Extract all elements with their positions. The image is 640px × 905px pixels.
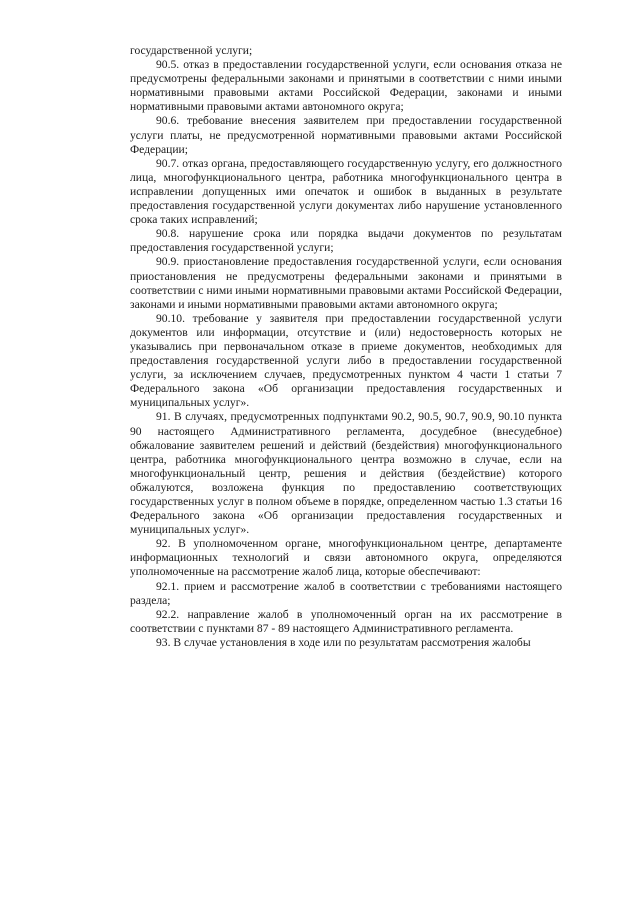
paragraph-continuation: государственной услуги; [130, 44, 253, 57]
paragraph-92-1: 92.1. прием и рассмотрение жалоб в соответствии с требованиями настоящего раздела; [130, 579, 562, 607]
paragraph-90-10: 90.10. требование у заявителя при предоставлении государственной услуги документов или информации, отсутствие и (или) недостоверность которых не указывались при первоначальном отказе в приеме документов, необходимых для предоставления государственной услуги либо в предоставлении государственной услуги, за исключением случаев, предусмотренных пунктом 4 части 1 статьи 7 Федерального закона «Об организации предоставления государственных и муниципальных услуг». [130, 311, 562, 410]
paragraph-90-9: 90.9. приостановление предоставления государственной услуги, если основания приостановления не предусмотрены федеральными законами и принятыми в соответствии с ними иными нормативными правовыми актами Российской Федерации, законами и иными нормативными правовыми актами автономного округа; [130, 255, 562, 311]
paragraph-92: 92. В уполномоченном органе, многофункциональном центре, департаменте информационных технологий и связи автономного округа, определяются уполномоченные на рассмотрение жалоб лица, которые обеспечивают: [130, 537, 562, 579]
paragraph-93: 93. В случае установления в ходе или по результатам рассмотрения жалобы [156, 635, 531, 649]
paragraph-90-6: 90.6. требование внесения заявителем при предоставлении государственной услуги платы, не предусмотренной нормативными правовыми актами Российской Федерации; [130, 114, 562, 156]
paragraph-90-7: 90.7. отказ органа, предоставляющего государственную услугу, его должностного лица, многофункционального центра, работника многофункционального центра в исправлении допущенных ими опечаток и ошибок в выданных в результате предоставления государственной услуги документах либо нарушение установленного срока таких исправлений; [130, 156, 562, 227]
paragraph-90-5: 90.5. отказ в предоставлении государственной услуги, если основания отказа не предусмотрены федеральными законами и принятыми в соответствии с ними иными нормативными правовыми актами Российской Федерации, законами и иными нормативными правовыми актами автономного округа; [130, 58, 562, 114]
document-page [130, 44, 562, 650]
paragraph-92-2: 92.2. направление жалоб в уполномоченный орган на их рассмотрение в соответствии с пунктами 87 - 89 настоящего Административного регламента. [130, 607, 562, 635]
paragraph-91: 91. В случаях, предусмотренных подпунктами 90.2, 90.5, 90.7, 90.9, 90.10 пункта 90 настоящего Административного регламента, досудебное (внесудебное) обжалование заявителем решений и действий (бездействия) многофункционального центра, работника многофункционального центра возможно в случае, если на многофункциональный центр, решения и действия (бездействие) которого обжалуются, возложена функция по предоставлению соответствующих государственных услуг в полном объеме в порядке, определенном частью 1.3 статьи 16 Федерального закона «Об организации предоставления государственных и муниципальных услуг». [130, 410, 562, 537]
paragraph-90-8: 90.8. нарушение срока или порядка выдачи документов по результатам предоставления государственной услуги; [130, 227, 562, 255]
